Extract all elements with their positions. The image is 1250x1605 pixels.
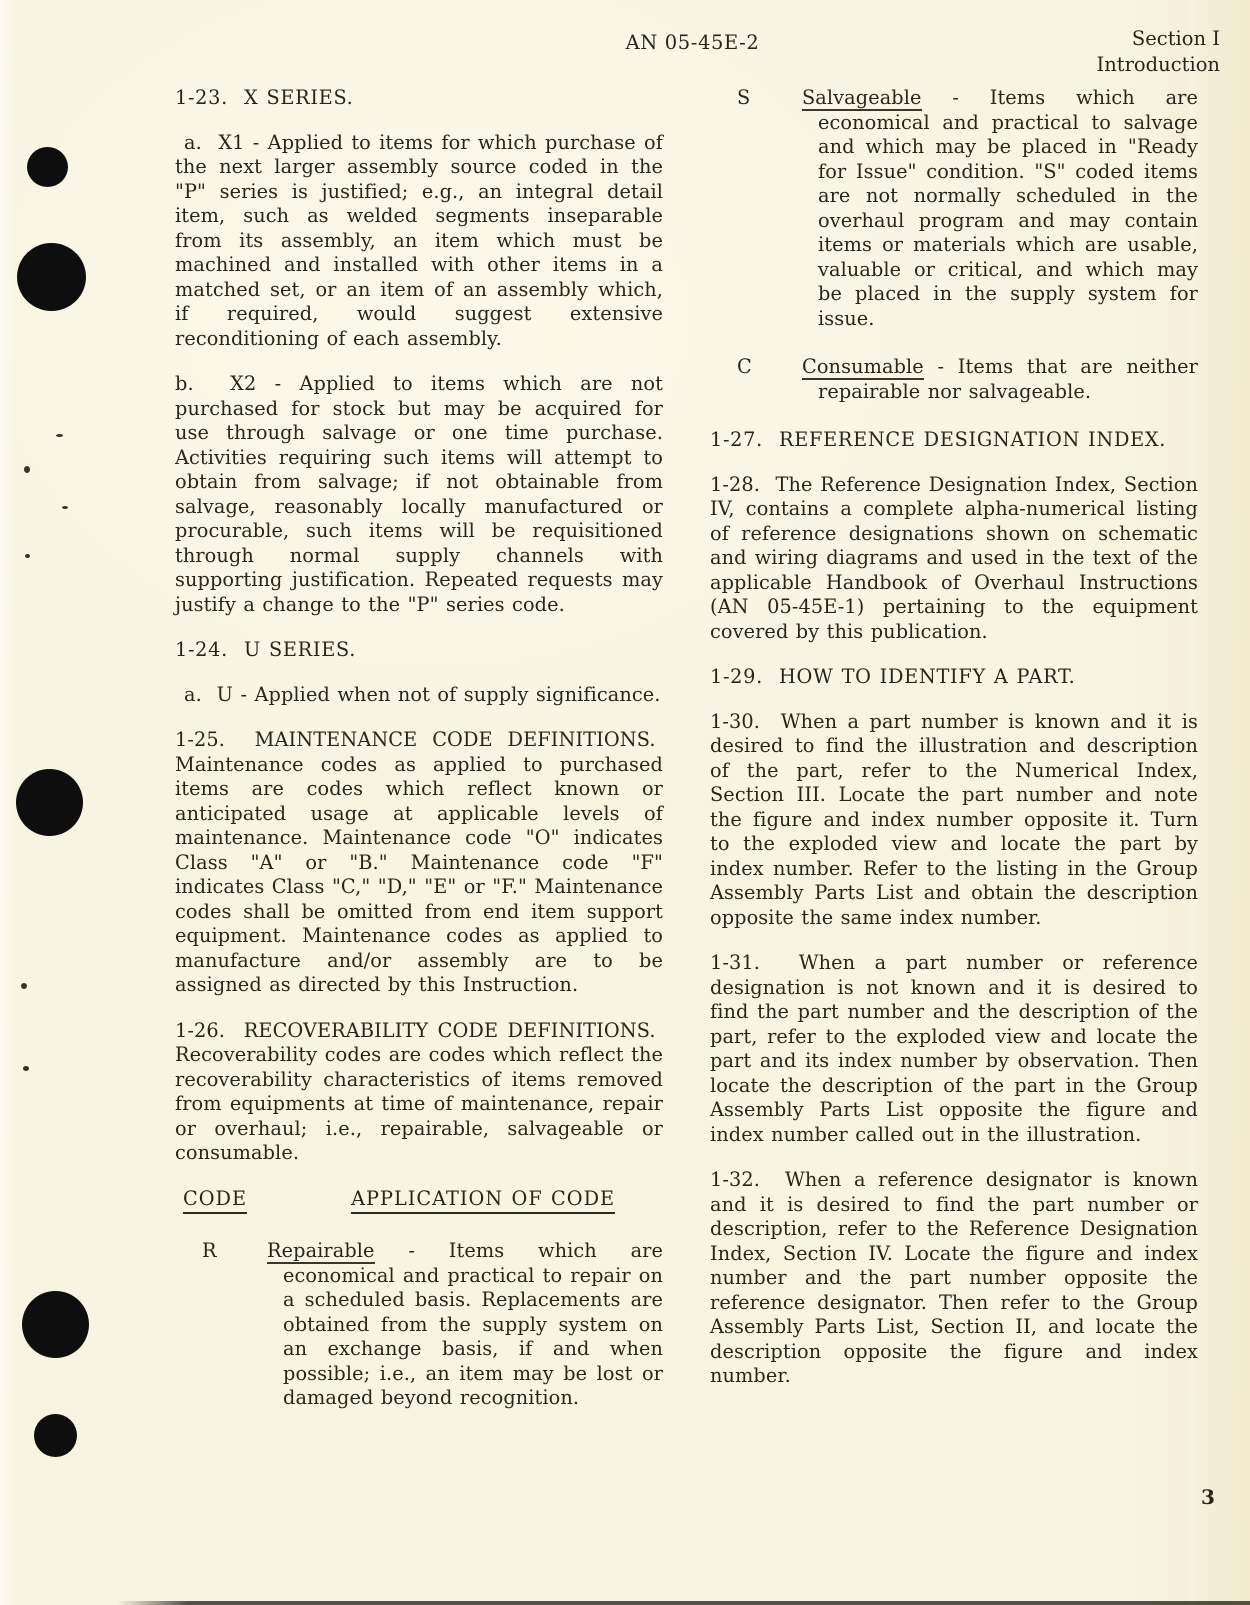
section-label: Section I [1131, 27, 1220, 50]
paragraph-x2: b. X2 - Applied to items which are not purchased for stock but may be acquired for use through salvage or one time purchase. Activities requiring such items will attempt to obtain from salvage; if not obtainable from salvage, reasonably locally manufactured or procurable, such items will be requisitioned through normal supply channels with supporting justification. Repeated requests may justify a change to the "P" series code. [175, 372, 663, 616]
hole-punch-dot [22, 1291, 89, 1358]
page-number: 3 [1201, 1485, 1215, 1509]
section-header [1097, 26, 1221, 77]
paragraph-u: a. U - Applied when not of supply significance. [184, 682, 661, 706]
hole-punch-dot [34, 1414, 77, 1457]
code-description [267, 1239, 663, 1411]
scan-speck [56, 434, 63, 437]
code-description [802, 355, 1198, 404]
scan-speck [25, 554, 30, 558]
paragraph-1-28: 1-28. The Reference Designation Index, Section IV, contains a complete alpha-numerical listing of reference designations shown on schematic and wiring diagrams and used in the text of the applicable Handbook of Overhaul Instructions (AN 05-45E-1) pertaining to the equipment covered by this publication. [710, 472, 1198, 643]
left-column [175, 86, 663, 1435]
paragraph-1-25: 1-25. MAINTENANCE CODE DEFINITIONS. Maintenance codes as applied to purchased items are codes which reflect known or anticipated usage at applicable levels of maintenance. Maintenance code "O" indicates Class "A" or "B." Maintenance code "F" indicates Class "C," "D," "E" or "F." Maintenance codes shall be omitted from end item support equipment. Maintenance codes as applied to manufacture and/or assembly are to be assigned as directed by this Instruction. [175, 728, 663, 996]
code-entry-consumable [710, 355, 1198, 404]
paragraph-x1: a. X1 - Applied to items for which purchase of the next larger assembly source coded in the "P" series is justified; e.g., an integral detail item, such as welded segments inseparable from its assembly, an item which must be machined and installed with other items in a matched set, or an item of an assembly which, if required, would suggest extensive reconditioning of each assembly. [175, 130, 663, 350]
scan-edge-shadow [118, 1601, 1250, 1605]
hole-punch-dot [27, 147, 68, 187]
application-column-header: APPLICATION OF CODE [351, 1187, 615, 1215]
code-letter: C [737, 355, 752, 378]
scan-speck [24, 466, 30, 473]
code-table-header [175, 1187, 663, 1215]
code-term: Salvageable [802, 86, 922, 109]
code-entry-repairable [175, 1239, 663, 1411]
doc-number: AN 05-45E-2 [625, 31, 760, 54]
code-term-description: - Items which are economical and practical to salvage and which may be placed in "Ready for Issue" condition. "S" coded items are not normally scheduled in the overhaul program and may contain items or materials which are usable, valuable or critical, and which may be placed in the supply system for issue. [818, 86, 1198, 330]
heading-1-24: 1-24. U SERIES. [175, 638, 357, 661]
code-entry-salvageable [710, 86, 1198, 331]
code-description [802, 86, 1198, 331]
hole-punch-dot [16, 769, 83, 836]
paragraph-1-31: 1-31. When a part number or reference designation is not known and it is desired to find the part number and the description of the part, refer to the exploded view and locate the part and its index number by observation. Then locate the description of the part in the Group Assembly Parts List opposite the figure and index number called out in the illustration. [710, 951, 1198, 1146]
code-column-header: CODE [183, 1187, 247, 1215]
section-subtitle: Introduction [1096, 52, 1220, 76]
scan-speck [23, 1066, 29, 1071]
paragraph-1-32: 1-32. When a reference designator is known and it is desired to find the part number or description, refer to the Reference Designation Index, Section IV. Locate the figure and index number and the part number opposite the reference designator. Then refer to the Group Assembly Parts List, Section II, and locate the description opposite the figure and index number. [710, 1168, 1198, 1387]
code-letter: R [202, 1239, 217, 1262]
paragraph-1-26: 1-26. RECOVERABILITY CODE DEFINITIONS. Recoverability codes are codes which reflect the recoverability characteristics of items removed from equipments at time of maintenance, repair or overhaul; i.e., repairable, salvageable or consumable. [175, 1018, 663, 1164]
scan-speck [21, 983, 27, 989]
code-term-description: - Items that are neither repairable nor salvageable. [818, 355, 1198, 403]
code-term: Consumable [802, 355, 924, 378]
code-term: Repairable [267, 1239, 375, 1262]
heading-1-29: 1-29. HOW TO IDENTIFY A PART. [710, 665, 1076, 688]
right-column [710, 86, 1198, 1410]
code-term-description: - Items which are economical and practical to repair on a scheduled basis. Replacements are obtained from the supply system on an exchange basis, if and when possible; i.e., an item may be lost or damaged beyond recognition. [283, 1239, 663, 1409]
heading-1-27: 1-27. REFERENCE DESIGNATION INDEX. [710, 428, 1167, 451]
hole-punch-dot [17, 243, 86, 311]
code-letter: S [737, 86, 751, 109]
paragraph-1-30: 1-30. When a part number is known and it is desired to find the illustration and description of the part, refer to the Numerical Index, Section III. Locate the part number and note the figure and index number opposite it. Turn to the exploded view and locate the part by index number. Refer to the listing in the Group Assembly Parts List and obtain the description opposite the same index number. [710, 709, 1198, 929]
heading-1-23: 1-23. X SERIES. [175, 86, 354, 109]
scan-speck [62, 506, 68, 509]
